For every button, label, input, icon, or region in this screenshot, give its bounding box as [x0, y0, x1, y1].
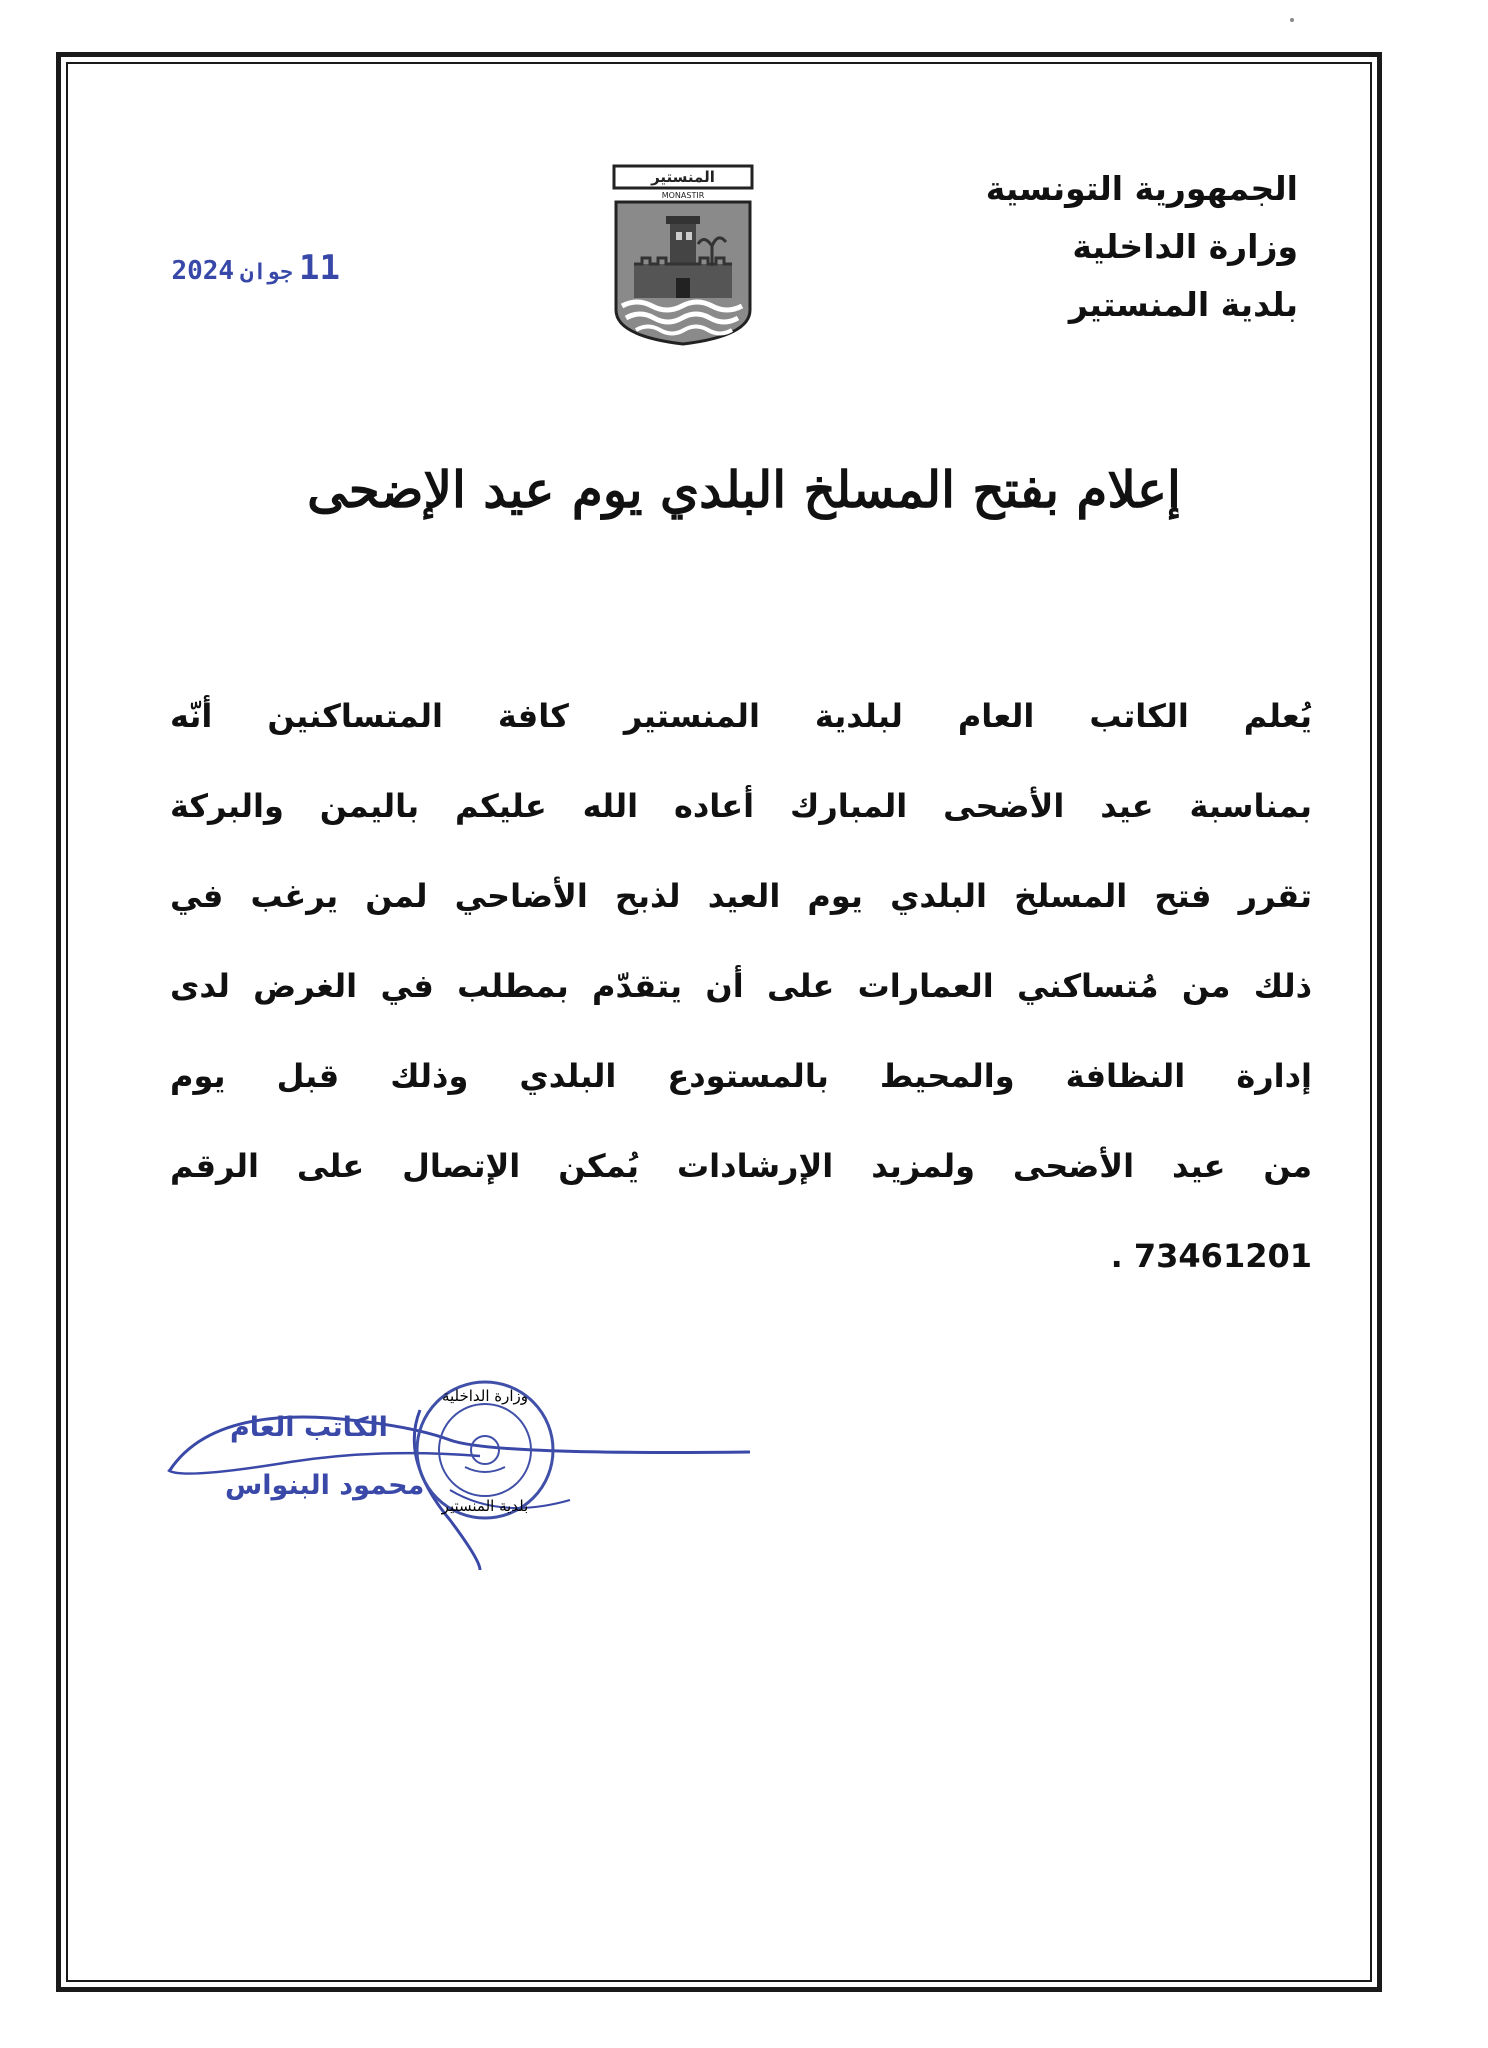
body-line: بمناسبة عيد الأضحى المبارك أعاده الله عليكم باليمن والبركة	[170, 787, 1312, 825]
crest-latin-name: MONASTIR	[661, 191, 705, 200]
date-day: 11	[299, 248, 340, 288]
crest-arabic-script: المنستير	[651, 168, 715, 186]
body-line: يُعلم الكاتب العام لبلدية المنستير كافة المتساكنين أنّه	[170, 697, 1312, 735]
letterhead-ministry: وزارة الداخلية	[1072, 227, 1298, 266]
seal-text-top: وزارة الداخلية	[441, 1387, 529, 1405]
announcement-body	[170, 690, 1312, 1320]
body-line: ذلك من مُتساكني العمارات على أن يتقدّم بمطلب في الغرض لدى	[170, 967, 1312, 1005]
scan-speck	[1290, 18, 1294, 22]
monastir-crest-icon	[608, 160, 758, 360]
document-title: إعلام بفتح المسلخ البلدي يوم عيد الإضحى	[307, 460, 1181, 519]
body-line: إدارة النظافة والمحيط بالمستودع البلدي وذلك قبل يوم	[170, 1057, 1312, 1095]
letterhead-municipality: بلدية المنستير	[1068, 285, 1298, 324]
date-year: 2024	[171, 256, 235, 286]
date-stamp	[140, 248, 340, 296]
seal-text-bottom: بلدية المنستير	[441, 1497, 529, 1515]
signature-title: الكاتب العام	[230, 1412, 388, 1443]
body-line: تقرر فتح المسلخ البلدي يوم العيد لذبح الأضاحي لمن يرغب في	[170, 877, 1312, 915]
letterhead	[878, 160, 1298, 334]
letterhead-republic: الجمهورية التونسية	[985, 169, 1298, 208]
date-month: جوان	[240, 260, 294, 285]
signature-name: محمود البنواس	[225, 1470, 425, 1501]
official-seal-icon	[410, 1375, 560, 1525]
body-line-phone: 73461201 .	[1110, 1237, 1312, 1275]
body-line: من عيد الأضحى ولمزيد الإرشادات يُمكن الإتصال على الرقم	[170, 1147, 1312, 1185]
